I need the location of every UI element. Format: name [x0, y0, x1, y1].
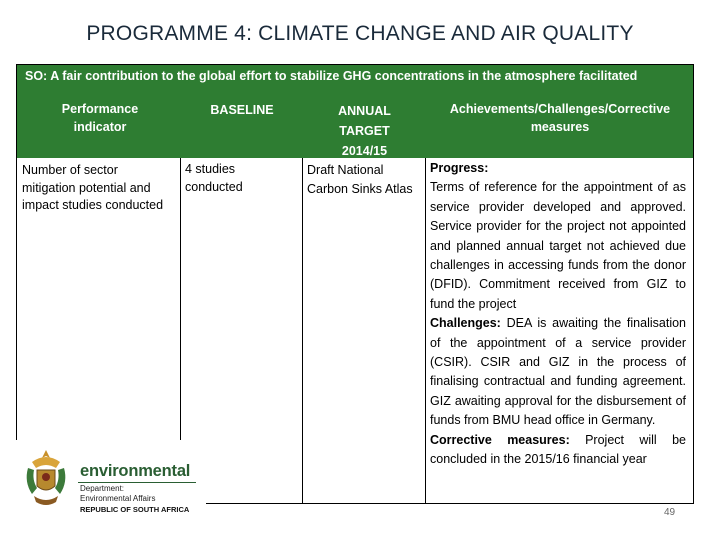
- table-header: [17, 65, 693, 158]
- logo-divider: [78, 482, 196, 483]
- slide-title: PROGRAMME 4: CLIMATE CHANGE AND AIR QUALITY: [86, 22, 634, 45]
- department-line: Environmental Affairs: [80, 494, 156, 503]
- progress-text: Terms of reference for the appointment of as service provider developed and approved. Service provider for the project not appointed and planned annual target not achieved due challenges in accessing funds from the donor (DFID). Commitment received from GIZ to fund the project: [430, 180, 686, 311]
- header-annual-target: ANNUAL TARGET 2014/15: [338, 104, 391, 158]
- column-divider: [425, 158, 426, 503]
- cell-achievements: [430, 159, 686, 470]
- header-achievements: Achievements/Challenges/Corrective measures: [449, 102, 671, 134]
- challenges-text: DEA is awaiting the finalisation of the appointment of a service provider (CSIR). CSIR and GIZ in the process of finalising contractual and funding agreement. GIZ awaiting approval for the disbursement of funds from BMU head office in Germany.: [430, 316, 686, 428]
- cell-baseline: 4 studies conducted: [185, 162, 243, 194]
- cell-annual-target: Draft National Carbon Sinks Atlas: [307, 163, 413, 196]
- corrective-label: Corrective measures:: [430, 432, 570, 447]
- performance-table: [16, 64, 694, 504]
- header-baseline: BASELINE: [210, 103, 274, 117]
- header-performance-indicator: Performance indicator: [61, 102, 139, 134]
- coat-of-arms-icon: [20, 448, 72, 508]
- column-divider: [302, 158, 303, 503]
- logo-wordmark: environmental: [80, 462, 191, 480]
- department-line: Department:: [80, 484, 125, 493]
- cell-indicator: Number of sector mitigation potential and impact studies conducted: [22, 163, 164, 212]
- challenges-label: Challenges:: [430, 316, 501, 331]
- corrective-text: Project will be concluded in the 2015/16 financial year: [430, 432, 686, 467]
- strategic-objective: SO: A fair contribution to the global effort to stabilize GHG concentrations in the atmosphere facilitated: [25, 69, 638, 83]
- page-number: 49: [664, 507, 676, 518]
- progress-label: Progress:: [430, 161, 489, 175]
- logo-department: [80, 484, 155, 504]
- logo-country: REPUBLIC OF SOUTH AFRICA: [80, 505, 190, 514]
- department-logo: [16, 440, 206, 520]
